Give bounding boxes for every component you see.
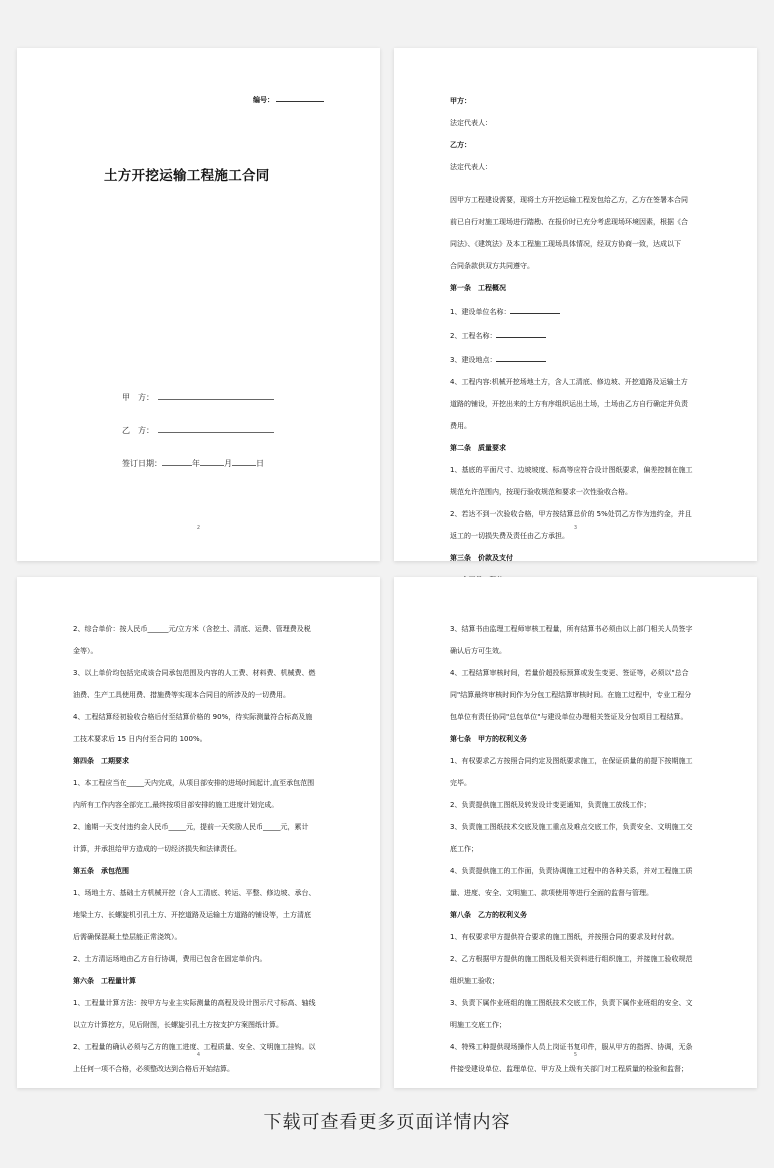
line-text: 1、有权要求甲方提供符合要求的施工图纸，并按照合同的要求及时付款。 (450, 933, 679, 941)
clause-heading (450, 283, 707, 294)
line-spacer (450, 272, 707, 283)
line-text: 第一条 工程概况 (450, 284, 506, 292)
line-text: 合同条款供双方共同遵守。 (450, 262, 534, 270)
body-line (450, 624, 707, 635)
line-spacer (73, 745, 330, 756)
body-line (73, 778, 330, 789)
line-spacer (73, 833, 330, 844)
body-line (450, 509, 707, 520)
body-line (450, 1020, 707, 1031)
line-text: 2、逾期一天支付违约金人民币_____元，提前一天奖励人民币_____元，累计 (73, 823, 309, 831)
line-spacer (450, 679, 707, 690)
line-text: 同法》、《建筑法》及本工程施工现场具体情况，经双方协商一致，达成以下 (450, 240, 681, 248)
page-3 (394, 48, 757, 561)
line-spacer (450, 723, 707, 734)
body-line (450, 668, 707, 679)
line-text: 完毕。 (450, 779, 471, 787)
line-text: 法定代表人： (450, 163, 492, 171)
body-line (450, 1064, 707, 1075)
clause-heading (450, 140, 707, 151)
line-spacer (73, 811, 330, 822)
contract-number-label: 编号： (253, 96, 274, 104)
line-spacer (450, 184, 707, 195)
line-text: 甲方： (450, 97, 471, 105)
line-spacer (73, 635, 330, 646)
line-text: 乙方： (450, 141, 471, 149)
contract-number-blank (276, 93, 324, 102)
body-line (450, 195, 707, 206)
clause-heading (450, 734, 707, 745)
body-line (450, 329, 707, 342)
body-line (73, 624, 330, 635)
line-text: 第八条 乙方的权利义务 (450, 911, 527, 919)
body-line (73, 712, 330, 723)
line-text: 1、有权要求乙方按照合同约定及图纸要求施工，在保证质量的前提下按期施工 (450, 757, 693, 765)
line-spacer (73, 1009, 330, 1020)
body-line (450, 118, 707, 129)
party-a-blank (158, 391, 274, 400)
line-text: 金等）。 (73, 647, 98, 655)
line-spacer (450, 107, 707, 118)
party-b-blank (158, 424, 274, 433)
year-char: 年 (192, 459, 200, 468)
line-text: 1、建设单位名称： (450, 308, 511, 316)
line-spacer (73, 899, 330, 910)
body-line (450, 756, 707, 767)
line-text: 包单位有责任协同"总包单位"与建设单位办理相关签证及分包项目工程结算。 (450, 713, 688, 721)
line-text: 4、特殊工种提供现场操作人员上岗证书复印件，服从甲方的指挥、协调，无条 (450, 1043, 693, 1051)
line-text: 1、场地土方、基础土方机械开挖（含人工清底、转运、平整、修边坡、承台、 (73, 889, 316, 897)
line-spacer (450, 877, 707, 888)
line-spacer (450, 899, 707, 910)
body-line (450, 217, 707, 228)
line-text: 3、结算书由监理工程师审核工程量，所有结算书必须由以上部门相关人员签字 (450, 625, 693, 633)
line-text: 第五条 承包范围 (73, 867, 129, 875)
line-spacer (73, 965, 330, 976)
line-spacer (450, 294, 707, 305)
line-spacer (73, 679, 330, 690)
body-line (73, 1064, 330, 1075)
day-blank (232, 457, 256, 466)
body-line (73, 800, 330, 811)
line-text: 以立方计算挖方，见后附图，长螺旋引孔土方按支护方案图纸计算。 (73, 1021, 283, 1029)
line-text: 1、本工程应当在_____天内完成，从项目部安排的进场时间起计,直至承包范围 (73, 779, 315, 787)
page-2-cover (17, 48, 380, 561)
line-spacer (73, 943, 330, 954)
fill-in-blank (510, 305, 560, 314)
body-line (450, 261, 707, 272)
line-spacer (450, 388, 707, 399)
clause-heading (450, 443, 707, 454)
clause-heading (73, 976, 330, 987)
line-spacer (450, 476, 707, 487)
clause-heading (73, 756, 330, 767)
party-a-label: 甲 方： (122, 393, 154, 402)
line-spacer (73, 723, 330, 734)
page-number: 3 (573, 525, 578, 531)
line-text: 4、负责提供施工的工作面，负责协调施工过程中的各种关系，并对工程施工质 (450, 867, 693, 875)
body-line (73, 888, 330, 899)
body-line (450, 888, 707, 899)
line-spacer (450, 228, 707, 239)
body-line (450, 421, 707, 432)
body-line (450, 377, 707, 388)
body-line (73, 690, 330, 701)
line-spacer (73, 657, 330, 668)
sign-date-label: 签订日期： (122, 459, 162, 468)
body-line (450, 866, 707, 877)
body-line (450, 239, 707, 250)
body-line (73, 998, 330, 1009)
body-line (450, 998, 707, 1009)
line-text: 1、工程量计算方法：按甲方与业主实际测量的高程及设计图示尺寸标高、轴线 (73, 999, 316, 1007)
line-text: 4、工程结算经初验收合格后付至结算价格的 90%，待实际测量符合标高及施 (73, 713, 313, 721)
line-spacer (450, 342, 707, 353)
line-spacer (450, 657, 707, 668)
line-spacer (450, 1009, 707, 1020)
line-spacer (450, 410, 707, 421)
clause-heading (73, 866, 330, 877)
body-line (450, 399, 707, 410)
body-line (450, 844, 707, 855)
line-spacer (450, 173, 707, 184)
line-text: 规范允许范围内，按现行验收规范和要求一次性验收合格。 (450, 488, 632, 496)
line-spacer (73, 1031, 330, 1042)
year-blank (162, 457, 192, 466)
body-line (73, 734, 330, 745)
line-text: 2、负责提供施工图纸及转发设计变更通知，负责施工放线工作； (450, 801, 651, 809)
line-text: 2、土方清运场地由乙方自行协调，费用已包含在固定单价内。 (73, 955, 267, 963)
contract-number (253, 93, 324, 105)
line-text: 油费、生产工具使用费、措施费等实现本合同目的所涉及的一切费用。 (73, 691, 290, 699)
line-text: 件接受建设单位、监理单位、甲方及上级有关部门对工程质量的检验和监督； (450, 1065, 688, 1073)
line-text: 第六条 工程量计算 (73, 977, 136, 985)
line-text: 工技术要求后 15 日内付至合同的 100%。 (73, 735, 207, 743)
body-line (73, 822, 330, 833)
line-spacer (450, 855, 707, 866)
line-spacer (450, 564, 707, 575)
line-text: 上任何一项不合格，必须整改达到合格后开始结算。 (73, 1065, 234, 1073)
page-number: 2 (196, 525, 201, 531)
line-text: 费用。 (450, 422, 471, 430)
body-line (450, 932, 707, 943)
line-text: 3、建设地点： (450, 356, 497, 364)
line-spacer (450, 789, 707, 800)
line-spacer (450, 206, 707, 217)
line-spacer (450, 454, 707, 465)
body-line (450, 778, 707, 789)
body-line (73, 668, 330, 679)
line-spacer (450, 635, 707, 646)
line-text: 第二条 质量要求 (450, 444, 506, 452)
page-3-content (450, 96, 707, 586)
body-line (450, 646, 707, 657)
line-text: 4、工程结算审核时间，若量价超投标预算或发生变更、签证等，必须以"总合 (450, 669, 689, 677)
line-spacer (450, 921, 707, 932)
page-number: 4 (196, 1052, 201, 1058)
body-line (450, 487, 707, 498)
line-text: 计算，并承担给甲方造成的一切经济损失和法律责任。 (73, 845, 241, 853)
party-b-line (122, 424, 274, 436)
line-text: 组织施工验收； (450, 977, 499, 985)
fill-in-blank (496, 353, 546, 362)
line-spacer (450, 1031, 707, 1042)
line-spacer (73, 789, 330, 800)
line-text: 2、若达不到一次验收合格，甲方按结算总价的 5%处罚乙方作为违约金，并且 (450, 510, 692, 518)
line-text: 内所有工作内容全部完工,最终按项目部安排的施工进度计划完成。 (73, 801, 279, 809)
line-text: 2、工程名称： (450, 332, 497, 340)
sign-date-line (122, 457, 264, 469)
line-spacer (450, 987, 707, 998)
line-text: 量、进度、安全、文明施工、款项使用等进行全面的监督与管理。 (450, 889, 653, 897)
body-line (450, 822, 707, 833)
line-spacer (73, 877, 330, 888)
line-spacer (450, 767, 707, 778)
line-spacer (73, 855, 330, 866)
line-text: 后需确保混凝土垫层能正常浇筑）。 (73, 933, 182, 941)
body-line (450, 305, 707, 318)
page-5-content (450, 624, 707, 1075)
clause-heading (450, 553, 707, 564)
line-text: 3、以上单价均包括完成该合同承包范围及内容的人工费、材料费、机械费、燃 (73, 669, 316, 677)
line-text: 返工的一切损失费及责任由乙方承担。 (450, 532, 569, 540)
body-line (73, 844, 330, 855)
line-spacer (450, 250, 707, 261)
line-spacer (73, 701, 330, 712)
line-text: 前已自行对施工现场进行踏勘、在报价时已充分考虑现场环境因素，根据《合 (450, 218, 688, 226)
line-text: 第三条 价款及支付 (450, 554, 513, 562)
page-5 (394, 577, 757, 1088)
line-text: 同"结算最终审核时间作为分包工程结算审核时间。在施工过程中，专业工程分 (450, 691, 692, 699)
line-spacer (450, 129, 707, 140)
page-number: 5 (573, 1052, 578, 1058)
month-char: 月 (224, 459, 232, 468)
line-text: 2、综合单价：按人民币______元/立方米（含挖土、清底、运费、管理费及税 (73, 625, 311, 633)
line-text: 第七条 甲方的权利义务 (450, 735, 527, 743)
day-char: 日 (256, 459, 264, 468)
body-line (73, 646, 330, 657)
line-spacer (73, 987, 330, 998)
body-line (450, 531, 707, 542)
download-more-footer: 下载可查看更多页面详情内容 (263, 1112, 511, 1133)
line-spacer (450, 366, 707, 377)
line-text: 地梁土方、长螺旋机引孔土方、开挖道路及运输土方道路的铺设等，土方清底 (73, 911, 311, 919)
line-spacer (450, 542, 707, 553)
clause-heading (450, 96, 707, 107)
line-spacer (450, 745, 707, 756)
line-spacer (450, 318, 707, 329)
line-text: 3、负责施工图纸技术交底及施工重点及难点交底工作，负责安全、文明施工交 (450, 823, 693, 831)
body-line (450, 976, 707, 987)
line-spacer (450, 432, 707, 443)
line-text: 法定代表人： (450, 119, 492, 127)
line-text: 1、基底的平面尺寸、边坡坡度、标高等应符合设计图纸要求，偏差控制在施工 (450, 466, 693, 474)
line-text: 因甲方工程建设需要，现将土方开挖运输工程发包给乙方，乙方在签署本合同 (450, 196, 688, 204)
month-blank (200, 457, 224, 466)
body-line (73, 954, 330, 965)
body-line (73, 910, 330, 921)
contract-title: 土方开挖运输工程施工合同 (104, 168, 270, 184)
body-line (450, 465, 707, 476)
line-spacer (450, 701, 707, 712)
page-4 (17, 577, 380, 1088)
line-text: 2、工程量的确认必须与乙方的施工进度、工程质量、安全、文明施工挂钩。以 (73, 1043, 316, 1051)
line-text: 确认后方可生效。 (450, 647, 506, 655)
body-line (450, 712, 707, 723)
body-line (450, 162, 707, 173)
line-spacer (450, 811, 707, 822)
body-line (450, 690, 707, 701)
line-text: 4、工程内容:机械开挖场地土方，含人工清底、修边坡、开挖道路及运输土方 (450, 378, 688, 386)
party-b-label: 乙 方： (122, 426, 154, 435)
line-spacer (73, 921, 330, 932)
line-spacer (450, 943, 707, 954)
clause-heading (450, 910, 707, 921)
line-spacer (450, 498, 707, 509)
body-line (450, 800, 707, 811)
line-text: 2、乙方根据甲方提供的施工图纸及相关资料进行组织施工，并接施工验收规范 (450, 955, 693, 963)
fill-in-blank (496, 329, 546, 338)
line-text: 3、负责下属作业班组的施工图纸技术交底工作，负责下属作业班组的安全、文 (450, 999, 693, 1007)
line-text: 第四条 工期要求 (73, 757, 129, 765)
body-line (73, 932, 330, 943)
body-line (450, 954, 707, 965)
body-line (450, 353, 707, 366)
line-spacer (450, 965, 707, 976)
party-a-line (122, 391, 274, 403)
line-spacer (450, 151, 707, 162)
line-text: 道路的铺设，开挖出来的土方有序组织运出土场，土场由乙方自行确定并负责 (450, 400, 688, 408)
body-line (73, 1020, 330, 1031)
line-spacer (450, 833, 707, 844)
page-4-content (73, 624, 330, 1075)
line-spacer (73, 767, 330, 778)
line-text: 底工作； (450, 845, 478, 853)
line-text: 明施工交底工作； (450, 1021, 506, 1029)
